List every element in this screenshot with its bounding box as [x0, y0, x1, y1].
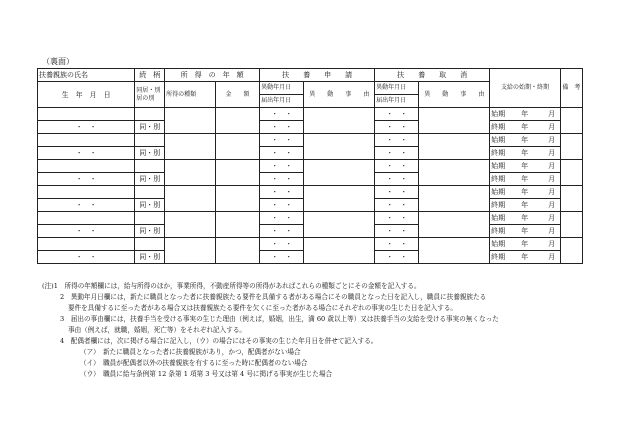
- apply-reason-header: 異 動 事 由: [304, 82, 375, 108]
- page-side-label: （裏面）: [42, 57, 74, 66]
- end-label: 終期: [491, 149, 506, 157]
- apply-reason-cell[interactable]: [304, 238, 375, 264]
- name-header: 扶養親族の氏名: [38, 69, 135, 82]
- apply-notify-date-cell[interactable]: ・ ・: [260, 251, 304, 264]
- birth-date-cell[interactable]: ・ ・: [38, 225, 135, 238]
- apply-event-date-cell[interactable]: ・ ・: [260, 108, 304, 121]
- year-label: 年: [521, 136, 529, 144]
- year-label: 年: [521, 227, 529, 235]
- amount-cell[interactable]: [215, 238, 259, 264]
- year-label: 年: [521, 149, 529, 157]
- note-line: 要件を具備するに至った者がある場合又は扶養親族たる要件を欠くに至った者がある場合にそれぞれの事実の生じた日を記入する。: [68, 304, 458, 312]
- birth-date-cell[interactable]: ・ ・: [38, 173, 135, 186]
- end-label: 終期: [491, 123, 506, 131]
- name-cell[interactable]: [38, 238, 135, 251]
- cohabit-cell[interactable]: 同・別: [135, 173, 165, 186]
- year-label: 年: [521, 123, 529, 131]
- cancel-event-date-cell[interactable]: ・ ・: [375, 134, 419, 147]
- remarks-cell[interactable]: [560, 134, 582, 160]
- end-label: 終期: [491, 253, 506, 261]
- start-label: 始期: [491, 188, 506, 196]
- apply-reason-cell[interactable]: [304, 186, 375, 212]
- remarks-cell[interactable]: [560, 212, 582, 238]
- month-label: 月: [548, 162, 556, 170]
- cancel-reason-cell[interactable]: [419, 238, 490, 264]
- cancel-notify-date-cell[interactable]: ・ ・: [375, 173, 419, 186]
- cancel-event-date-header: 異動年月日: [375, 82, 419, 95]
- end-label: 終期: [491, 175, 506, 183]
- table-row: [38, 134, 583, 147]
- period-start-cell[interactable]: [490, 238, 561, 251]
- year-label: 年: [521, 110, 529, 118]
- year-label: 年: [521, 201, 529, 209]
- remarks-cell[interactable]: [560, 186, 582, 212]
- birth-header: 生 年 月 日: [38, 82, 135, 108]
- cohabit-header: 同居・別居の別: [135, 82, 165, 108]
- period-end-cell[interactable]: [490, 147, 561, 160]
- cohabit-cell[interactable]: 同・別: [135, 225, 165, 238]
- end-label: 終期: [491, 201, 506, 209]
- relation-header: 続 柄: [135, 69, 165, 82]
- income-type-cell[interactable]: [165, 238, 216, 264]
- apply-event-date-cell[interactable]: ・ ・: [260, 238, 304, 251]
- income-type-cell[interactable]: [165, 134, 216, 160]
- month-label: 月: [548, 188, 556, 196]
- cancel-reason-cell[interactable]: [419, 160, 490, 186]
- relation-cell[interactable]: [135, 212, 165, 225]
- income-type-cell[interactable]: [165, 108, 216, 134]
- cancel-event-date-cell[interactable]: ・ ・: [375, 160, 419, 173]
- name-cell[interactable]: [38, 134, 135, 147]
- period-start-cell[interactable]: [490, 134, 561, 147]
- start-label: 始期: [491, 240, 506, 248]
- apply-header: 扶 養 申 請: [260, 69, 375, 82]
- dependents-table: [37, 68, 583, 264]
- amount-header: 金 額: [215, 82, 259, 108]
- table-row: [38, 238, 583, 251]
- period-start-cell[interactable]: [490, 186, 561, 199]
- cancel-event-date-cell[interactable]: ・ ・: [375, 212, 419, 225]
- birth-date-cell[interactable]: ・ ・: [38, 147, 135, 160]
- name-cell[interactable]: [38, 160, 135, 173]
- apply-event-date-cell[interactable]: ・ ・: [260, 160, 304, 173]
- income-type-cell[interactable]: [165, 186, 216, 212]
- cancel-notify-date-header: 届出年月日: [375, 95, 419, 108]
- note-line: (注)1 所得の年額欄には，給与所得のほか，事業所得，不動産所得等の所得があればこれらの種類ごとにその金額を記入する。: [42, 282, 421, 290]
- period-end-cell[interactable]: [490, 251, 561, 264]
- note-line: 事由（例えば，就職，婚姻，死亡等）をそれぞれ記入する。: [68, 326, 247, 334]
- year-label: 年: [521, 188, 529, 196]
- relation-cell[interactable]: [135, 160, 165, 173]
- apply-event-date-cell[interactable]: ・ ・: [260, 212, 304, 225]
- note-line: 4 配偶者欄には，次に掲げる場合に記入し，（ウ）の場合にはその事実の生じた年月日を併せて記入する。: [60, 337, 378, 345]
- amount-cell[interactable]: [215, 160, 259, 186]
- apply-notify-date-cell[interactable]: ・ ・: [260, 225, 304, 238]
- apply-notify-date-cell[interactable]: ・ ・: [260, 121, 304, 134]
- table-row: [38, 212, 583, 225]
- apply-notify-date-cell[interactable]: ・ ・: [260, 147, 304, 160]
- apply-notify-date-cell[interactable]: ・ ・: [260, 173, 304, 186]
- amount-cell[interactable]: [215, 134, 259, 160]
- month-label: 月: [548, 136, 556, 144]
- birth-date-cell[interactable]: ・ ・: [38, 121, 135, 134]
- period-start-cell[interactable]: [490, 212, 561, 225]
- period-end-cell[interactable]: [490, 225, 561, 238]
- note-line: （イ） 職員が配偶者以外の扶養親族を有するに至った時に配偶者のない場合: [80, 359, 308, 367]
- cancel-reason-cell[interactable]: [419, 108, 490, 134]
- cohabit-cell[interactable]: 同・別: [135, 121, 165, 134]
- table-row: [38, 160, 583, 173]
- table-row: [38, 108, 583, 121]
- income-type-cell[interactable]: [165, 160, 216, 186]
- month-label: 月: [548, 240, 556, 248]
- year-label: 年: [521, 175, 529, 183]
- name-cell[interactable]: [38, 186, 135, 199]
- cancel-notify-date-cell[interactable]: ・ ・: [375, 199, 419, 212]
- cancel-event-date-cell[interactable]: ・ ・: [375, 238, 419, 251]
- cancel-reason-cell[interactable]: [419, 212, 490, 238]
- remarks-cell[interactable]: [560, 238, 582, 264]
- apply-reason-cell[interactable]: [304, 160, 375, 186]
- apply-event-date-cell[interactable]: ・ ・: [260, 134, 304, 147]
- period-start-cell[interactable]: [490, 108, 561, 121]
- name-cell[interactable]: [38, 108, 135, 121]
- period-start-cell[interactable]: [490, 160, 561, 173]
- note-line: 3 届出の事由欄には，扶養手当を受ける事実の生じた理由（例えば，婚姻，出生，満 60 歳以上等）又は扶養手当の支給を受ける事実の無くなった: [60, 315, 499, 323]
- income-type-cell[interactable]: [165, 212, 216, 238]
- relation-cell[interactable]: [135, 108, 165, 121]
- cancel-reason-header: 異 動 事 由: [419, 82, 490, 108]
- amount-cell[interactable]: [215, 108, 259, 134]
- amount-cell[interactable]: [215, 186, 259, 212]
- name-cell[interactable]: [38, 212, 135, 225]
- relation-cell[interactable]: [135, 238, 165, 251]
- cancel-event-date-cell[interactable]: ・ ・: [375, 108, 419, 121]
- start-label: 始期: [491, 162, 506, 170]
- income-header: 所 得 の 年 額: [165, 69, 260, 82]
- month-label: 月: [548, 201, 556, 209]
- apply-event-date-header: 異動年月日: [260, 82, 304, 95]
- end-label: 終期: [491, 227, 506, 235]
- note-line: 2 異動年月日欄には，新たに職員となった者に扶養親族たる要件を具備する者がある場合にその職員となった日を記入し，職員に扶養親族たる: [60, 293, 487, 301]
- cancel-header: 扶 養 取 消: [375, 69, 490, 82]
- cancel-notify-date-cell[interactable]: ・ ・: [375, 225, 419, 238]
- apply-notify-date-header: 届出年月日: [260, 95, 304, 108]
- cancel-reason-cell[interactable]: [419, 134, 490, 160]
- apply-notify-date-cell[interactable]: ・ ・: [260, 199, 304, 212]
- birth-date-cell[interactable]: ・ ・: [38, 251, 135, 264]
- remarks-header: 備 考: [560, 69, 582, 108]
- cohabit-cell[interactable]: 同・別: [135, 199, 165, 212]
- month-label: 月: [548, 123, 556, 131]
- birth-date-cell[interactable]: ・ ・: [38, 199, 135, 212]
- relation-cell[interactable]: [135, 186, 165, 199]
- cohabit-cell[interactable]: 同・別: [135, 251, 165, 264]
- cancel-notify-date-cell[interactable]: ・ ・: [375, 251, 419, 264]
- notes-section: [42, 281, 587, 380]
- period-header: 支給の始期・終期: [490, 69, 561, 108]
- relation-cell[interactable]: [135, 134, 165, 147]
- table-row: [38, 186, 583, 199]
- month-label: 月: [548, 214, 556, 222]
- month-label: 月: [548, 149, 556, 157]
- start-label: 始期: [491, 136, 506, 144]
- month-label: 月: [548, 227, 556, 235]
- year-label: 年: [521, 162, 529, 170]
- remarks-cell[interactable]: [560, 160, 582, 186]
- income-type-header: 所得の種類: [165, 82, 216, 108]
- start-label: 始期: [491, 214, 506, 222]
- apply-reason-cell[interactable]: [304, 212, 375, 238]
- apply-event-date-cell[interactable]: ・ ・: [260, 186, 304, 199]
- year-label: 年: [521, 253, 529, 261]
- note-line: （ア） 新たに職員となった者に扶養親族があり，かつ，配偶者がない場合: [80, 348, 301, 356]
- apply-reason-cell[interactable]: [304, 134, 375, 160]
- remarks-cell[interactable]: [560, 108, 582, 134]
- year-label: 年: [521, 214, 529, 222]
- month-label: 月: [548, 253, 556, 261]
- cohabit-cell[interactable]: 同・別: [135, 147, 165, 160]
- period-end-cell[interactable]: [490, 121, 561, 134]
- start-label: 始期: [491, 110, 506, 118]
- month-label: 月: [548, 110, 556, 118]
- period-end-cell[interactable]: [490, 173, 561, 186]
- period-end-cell[interactable]: [490, 199, 561, 212]
- amount-cell[interactable]: [215, 212, 259, 238]
- cancel-reason-cell[interactable]: [419, 186, 490, 212]
- month-label: 月: [548, 175, 556, 183]
- cancel-event-date-cell[interactable]: ・ ・: [375, 186, 419, 199]
- year-label: 年: [521, 240, 529, 248]
- cancel-notify-date-cell[interactable]: ・ ・: [375, 121, 419, 134]
- note-line: （ウ） 職員に給与条例第 12 条第 1 項第 3 号又は第 4 号に掲げる事実が生じた場合: [80, 370, 333, 378]
- apply-reason-cell[interactable]: [304, 108, 375, 134]
- cancel-notify-date-cell[interactable]: ・ ・: [375, 147, 419, 160]
